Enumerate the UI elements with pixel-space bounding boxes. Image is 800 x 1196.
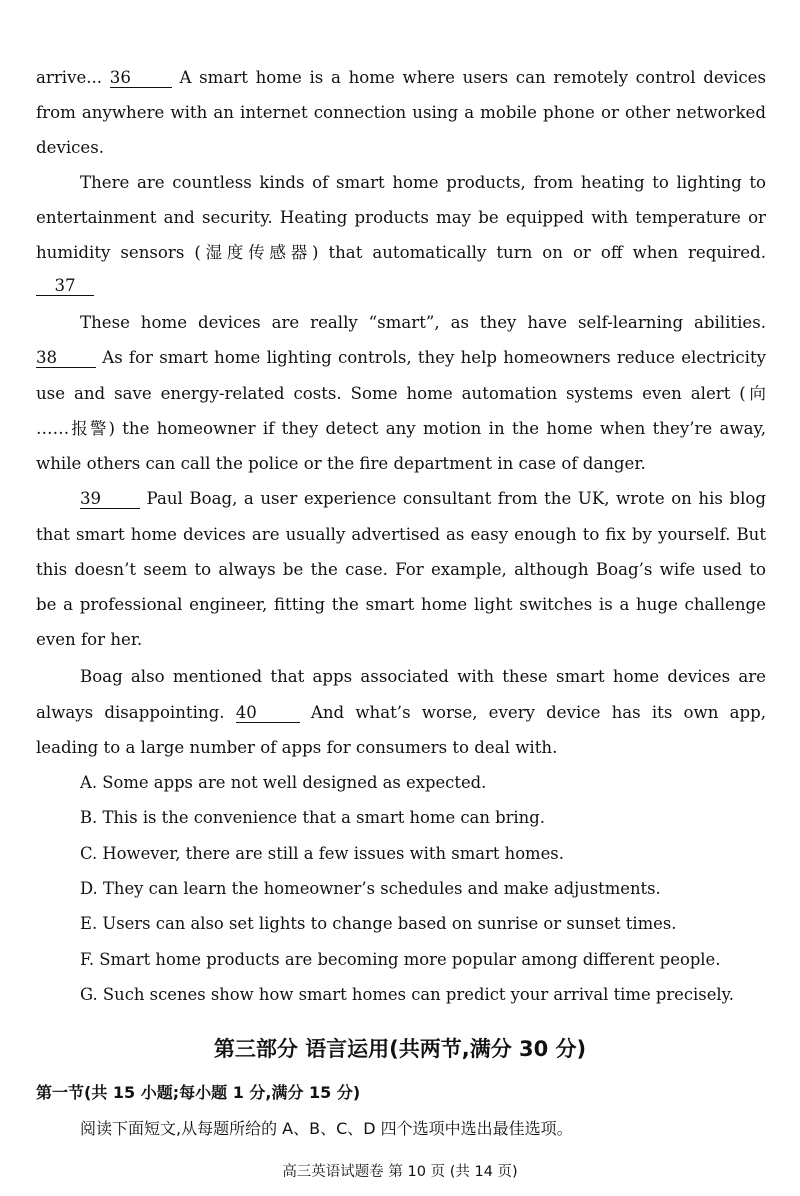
instruction: 阅读下面短文,从每题所给的 A、B、C、D 四个选项中选出最佳选项。	[80, 1119, 573, 1138]
option-c: C. However, there are still a few issues with smart homes.	[80, 844, 564, 863]
part-title: 第三部分 语言运用(共两节,满分 30 分)	[213, 1037, 587, 1061]
blank-40: 40	[236, 704, 300, 723]
passage-line: leading to a large number of apps for consumers to deal with.	[36, 738, 558, 757]
option-a: A. Some apps are not well designed as expected.	[80, 773, 487, 792]
passage-line: while others can call the police or the fire department in case of danger.	[36, 454, 646, 473]
passage-line: entertainment and security. Heating products may be equipped with temperature or	[36, 208, 766, 227]
passage-line	[36, 703, 766, 723]
option-e: E. Users can also set lights to change based on sunrise or sunset times.	[80, 914, 677, 933]
option-d: D. They can learn the homeowner’s schedules and make adjustments.	[80, 879, 661, 898]
passage-line: that smart home devices are usually advertised as easy enough to fix by yourself. But	[36, 525, 766, 544]
passage-line	[36, 68, 766, 88]
passage-line: be a professional engineer, fitting the smart home light switches is a huge challenge	[36, 595, 766, 614]
option-g: G. Such scenes show how smart homes can predict your arrival time precisely.	[80, 985, 734, 1004]
text: arrive...	[36, 68, 103, 87]
text: always disappointing.	[36, 703, 225, 722]
blank-39: 39	[80, 490, 140, 509]
passage-line	[80, 489, 766, 509]
text: As for smart home lighting controls, they help homeowners reduce electricity	[102, 348, 766, 367]
section-title: 第一节(共 15 小题;每小题 1 分,满分 15 分)	[36, 1083, 361, 1102]
passage-line	[36, 276, 766, 296]
option-f: F. Smart home products are becoming more popular among different people.	[80, 950, 721, 969]
option-b: B. This is the convenience that a smart home can bring.	[80, 808, 545, 827]
passage-line: devices.	[36, 138, 105, 157]
passage-line: ……报警) the homeowner if they detect any motion in the home when they’re away,	[36, 419, 766, 438]
passage-line	[36, 348, 766, 368]
text: And what’s worse, every device has its own app,	[310, 703, 766, 722]
passage-line: These home devices are really “smart”, as they have self-learning abilities.	[80, 313, 766, 332]
passage-line: humidity sensors (湿度传感器) that automatically turn on or off when required.	[36, 243, 766, 262]
passage-line: use and save energy-related costs. Some home automation systems even alert (向	[36, 384, 766, 403]
text: Paul Boag, a user experience consultant from the UK, wrote on his blog	[146, 489, 766, 508]
page-footer: 高三英语试题卷 第 10 页 (共 14 页)	[282, 1164, 518, 1180]
blank-38: 38	[36, 349, 96, 368]
passage-line: Boag also mentioned that apps associated with these smart home devices are	[80, 667, 766, 686]
blank-37: 37	[36, 277, 94, 296]
passage-line: from anywhere with an internet connection using a mobile phone or other networked	[36, 103, 766, 122]
blank-36: 36	[110, 69, 172, 88]
passage-line: this doesn’t seem to always be the case. For example, although Boag’s wife used to	[36, 560, 766, 579]
passage-line: There are countless kinds of smart home products, from heating to lighting to	[80, 173, 766, 192]
text: A smart home is a home where users can remotely control devices	[179, 68, 766, 87]
passage-line: even for her.	[36, 630, 143, 649]
